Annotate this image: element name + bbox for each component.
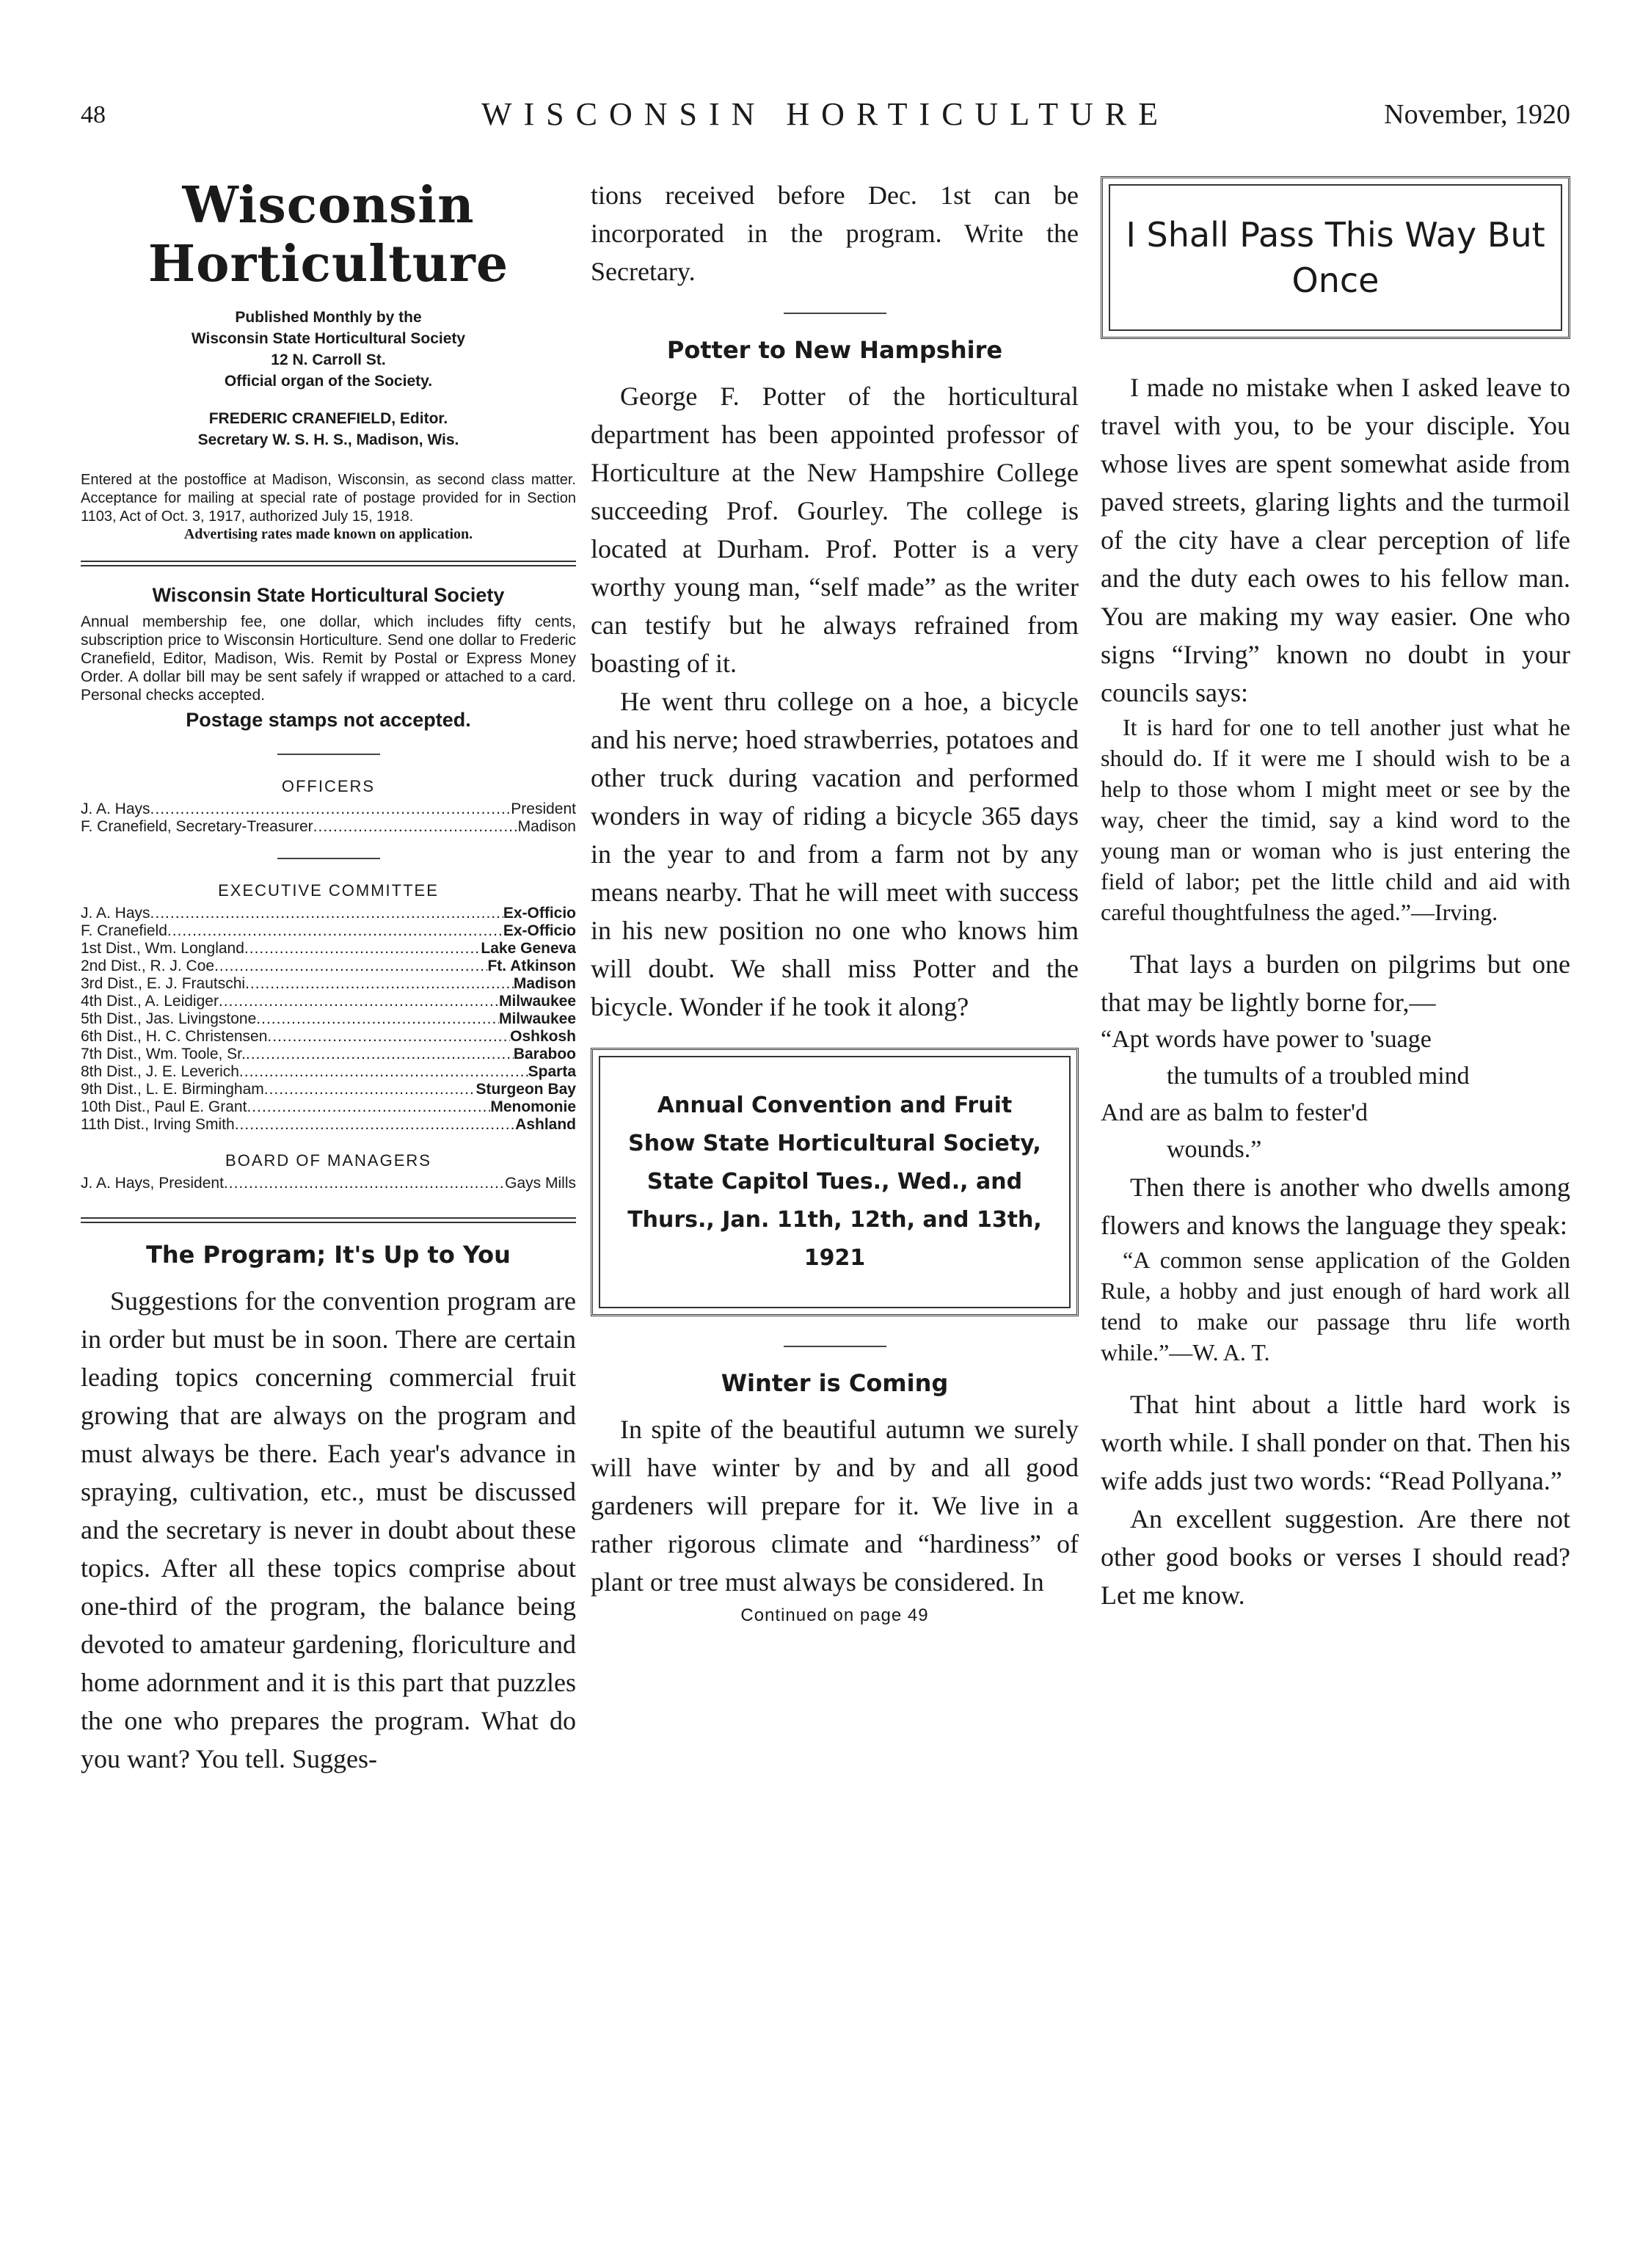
issue-date: November, 1920 <box>1384 99 1570 130</box>
society-text: Annual membership fee, one dollar, which includes fifty cents, subscription price to Wisconsin Horticulture. Send one dollar to Frederic Cranefield, Editor, Madison, Wis. Remit by Postal or Express Money Order. A dollar bill may be sent safely if wrapped or attached to a card. Personal checks accepted. <box>81 613 576 704</box>
committee-row: J. A. Hays ..... Ex-Officio <box>81 905 576 922</box>
board-of-managers-heading: BOARD OF MANAGERS <box>225 1151 431 1170</box>
pass-title-box <box>1101 176 1570 339</box>
advertising-notice: Advertising rates made known on application. <box>183 526 473 542</box>
column-right <box>1101 176 1570 1614</box>
potter-article-title: Potter to New Hampshire <box>666 336 1003 364</box>
poem-line: wounds.” <box>1167 1136 1262 1163</box>
potter-article-paragraph: George F. Potter of the horticultural department has been appointed professor of Horticulture at the New Hampshire College succeeding Prof. Gourley. The college is located at Durham. Prof. Potter is a very worthy young man, “self made” as the writer can testify but he always refrained from boasting of it. <box>591 382 1079 678</box>
board-row: J. A. Hays, President ..... Gays Mills <box>81 1175 576 1192</box>
pass-article-paragraph: An excellent suggestion. Are there not other good books or verses I should read? Let me know. <box>1101 1504 1570 1610</box>
masthead-line-4: Official organ of the Society. <box>224 373 433 390</box>
program-article-title: The Program; It's Up to You <box>146 1241 511 1269</box>
poem <box>1101 1021 1570 1168</box>
convention-announcement-box <box>591 1048 1079 1316</box>
continued-notice: Continued on page 49 <box>740 1605 929 1625</box>
committee-row: 8th Dist., J. E. Leverich ..... Sparta <box>81 1063 576 1081</box>
officer-row: F. Cranefield, Secretary-Treasurer ..... Madison <box>81 818 576 836</box>
committee-row: 4th Dist., A. Leidiger ..... Milwaukee <box>81 993 576 1010</box>
pass-article-paragraph: That hint about a little hard work is worth while. I shall ponder on that. Then his wife adds just two words: “Read Pollyana.” <box>1101 1390 1570 1495</box>
masthead-line-1: Published Monthly by the <box>235 309 422 326</box>
committee-row: 2nd Dist., R. J. Coe ..... Ft. Atkinson <box>81 958 576 975</box>
committee-row: F. Cranefield ..... Ex-Officio <box>81 922 576 940</box>
winter-article-title: Winter is Coming <box>721 1369 949 1397</box>
postage-notice: Postage stamps not accepted. <box>186 709 471 731</box>
winter-article-text: In spite of the beautiful autumn we surely will have winter by and by and all good gardeners will prepare for it. We live in a rather rigorous climate and “hardiness” of plant or tree must always be considered. In <box>591 1415 1079 1597</box>
editor-line: FREDERIC CRANEFIELD, Editor. <box>208 410 448 427</box>
poem-line: “Apt words have power to 'suage <box>1101 1026 1432 1053</box>
pass-article-paragraph: I made no mistake when I asked leave to travel with you, to be your disciple. You whose lives are spent somewhat aside from paved streets, glaring lights and the turmoil of the city have a clear perception of life and the duty each owes to his fellow man. You are making my way easier. One who signs “Irving” known no doubt in your councils says: <box>1101 373 1570 707</box>
entry-notice: Entered at the postoffice at Madison, Wisconsin, as second class matter. Acceptance for mailing at special rate of postage provided for in Section 1103, Act of Oct. 3, 1917, authorized July 15, 1918. <box>81 472 576 525</box>
committee-row: 7th Dist., Wm. Toole, Sr. ..... Baraboo <box>81 1046 576 1063</box>
masthead-line-2: Wisconsin State Horticultural Society <box>191 330 466 347</box>
divider <box>277 754 380 755</box>
pass-article-paragraph: Then there is another who dwells among flowers and knows the language they speak: <box>1101 1173 1570 1240</box>
page-header <box>0 95 1651 147</box>
program-article-text: Suggestions for the convention program are in order but must be in soon. There are certain leading topics concerning commercial fruit growing that are always on the program and must always be there. Each year's advance in spraying, cultivation, etc., must be discussed and the secretary is never in doubt about these topics. After all these topics comprise about one-third of the program, the balance being devoted to amateur gardening, floriculture and home adornment and it is this part that puzzles the one who prepares the program. What do you want? You tell. Sugges- <box>81 1286 576 1773</box>
poem-line: the tumults of a troubled mind <box>1167 1062 1470 1090</box>
divider <box>784 313 886 314</box>
committee-row: 6th Dist., H. C. Christensen ..... Oshkosh <box>81 1028 576 1046</box>
column-left <box>81 176 576 1778</box>
divider <box>81 561 576 566</box>
potter-article-paragraph: He went thru college on a hoe, a bicycle and his nerve; hoed strawberries, potatoes and other truck during vacation and performed wonders in way of riding a bicycle 365 days in the year to and from a farm not by any means nearby. That he will meet with success in his new position no one who knows him will doubt. We shall miss Potter and the bicycle. Wonder if he took it along? <box>591 687 1079 1021</box>
irving-quote: It is hard for one to tell another just what he should do. If it were me I should wish to be a help to those whom I might meet or see by the way, cheer the timid, say a kind word to the young man or woman who is just entering the field of labor; pet the little child and aid with careful thoughtfulness the aged.”—Irving. <box>1101 714 1570 925</box>
page-number: 48 <box>81 101 106 128</box>
running-head: WISCONSIN HORTICULTURE <box>481 96 1170 132</box>
program-article-continuation: tions received before Dec. 1st can be incorporated in the program. Write the Secretary. <box>591 181 1079 286</box>
committee-row: 11th Dist., Irving Smith ..... Ashland <box>81 1116 576 1134</box>
divider <box>277 858 380 859</box>
society-title: Wisconsin State Horticultural Society <box>152 584 505 606</box>
masthead-title: Wisconsin Horticulture <box>147 176 509 293</box>
poem-line: And are as balm to fester'd <box>1101 1099 1368 1126</box>
masthead-line-3: 12 N. Carroll St. <box>271 351 386 368</box>
divider <box>81 1217 576 1223</box>
secretary-line: Secretary W. S. H. S., Madison, Wis. <box>197 431 459 448</box>
pass-article-paragraph: That lays a burden on pilgrims but one that may be lightly borne for,— <box>1101 949 1570 1017</box>
committee-row: 9th Dist., L. E. Birmingham ..... Sturgeon Bay <box>81 1081 576 1098</box>
pass-article-title: I Shall Pass This Way But Once <box>1126 215 1545 300</box>
officers-heading: OFFICERS <box>281 777 376 795</box>
committee-row: 1st Dist., Wm. Longland ..... Lake Geneva <box>81 940 576 958</box>
divider <box>784 1346 886 1347</box>
committee-row: 5th Dist., Jas. Livingstone ..... Milwaukee <box>81 1010 576 1028</box>
officer-row: J. A. Hays ..... President <box>81 801 576 818</box>
committee-row: 10th Dist., Paul E. Grant ..... Menomonie <box>81 1098 576 1116</box>
wat-quote: “A common sense application of the Golden Rule, a hobby and just enough of hard work all tend to make our passage thru life worth while.”—W. A. T. <box>1101 1247 1570 1365</box>
convention-announcement-text: Annual Convention and Fruit Show State Horticultural Society, State Capitol Tues., Wed., and Thurs., Jan. 11th, 12th, and 13th, 1921 <box>627 1093 1042 1271</box>
committee-row: 3rd Dist., E. J. Frautschi ..... Madison <box>81 975 576 993</box>
column-middle <box>591 176 1079 1626</box>
executive-committee-heading: EXECUTIVE COMMITTEE <box>218 881 439 900</box>
